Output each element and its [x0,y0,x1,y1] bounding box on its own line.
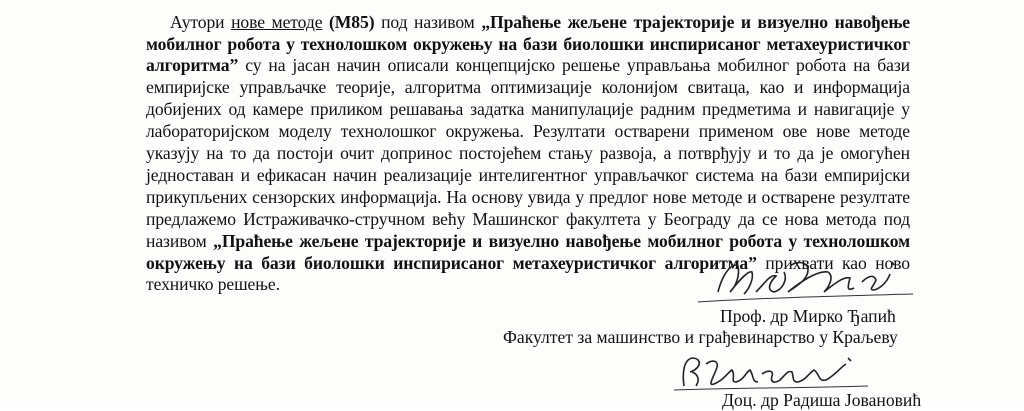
method-title-1: „Праћење жељене трајекторије и визуелно навођење мобилног робота у технолошком окружењу на бази биолошки инспирисаног метахеуристичког алгоритма” [146,11,910,76]
signature-djapic [678,252,918,310]
body-text-3: под називом [374,11,482,32]
method-title-2: „Праћење жељене трајекторије и визуелно навођење мобилног робота у технолошком окружењу на бази биолошки инспирисаног метахеуристичког алгоритма” [146,230,910,273]
body-text-1: Аутори [170,11,232,32]
signatory-name-2: Доц. др Радиша Јовановић [722,390,922,410]
new-method-term: нове методе [231,11,323,32]
faculty-name: Факултет за машинство и грађевинарство у Краљеву [503,327,898,347]
signature-jovanovic [670,352,870,394]
body-text-5: прихвати као ново техничко решење. [146,252,910,295]
signatory-name-1: Проф. др Мирко Ђапић [720,306,896,326]
category-code: (M85) [329,11,375,32]
body-text-4: су на јасан начин описали концепцијско решење управљања мобилног робота на бази емпиријске управљачке теорије, алгоритма оптимизације колонијом свитаца, као и информација добијених од камере приликом решавања задатка манипулације радним предметима и навигације у лабораторијском моделу технолошког окружења. Резултати остварени применом ове нове методе указују на то да постоји очит допринос постојећем стању развоја, а потврђују и то да је омогућен једноставан и ефикасан начин реализације интелигентног управљачког система на бази емпиријски прикупљених сензорских информација. На основу увида у предлог нове методе и остварене резултате предлажемо Истраживачко-стручном већу Машинског факултета у Београду да се нова метода под називом [146,55,910,251]
